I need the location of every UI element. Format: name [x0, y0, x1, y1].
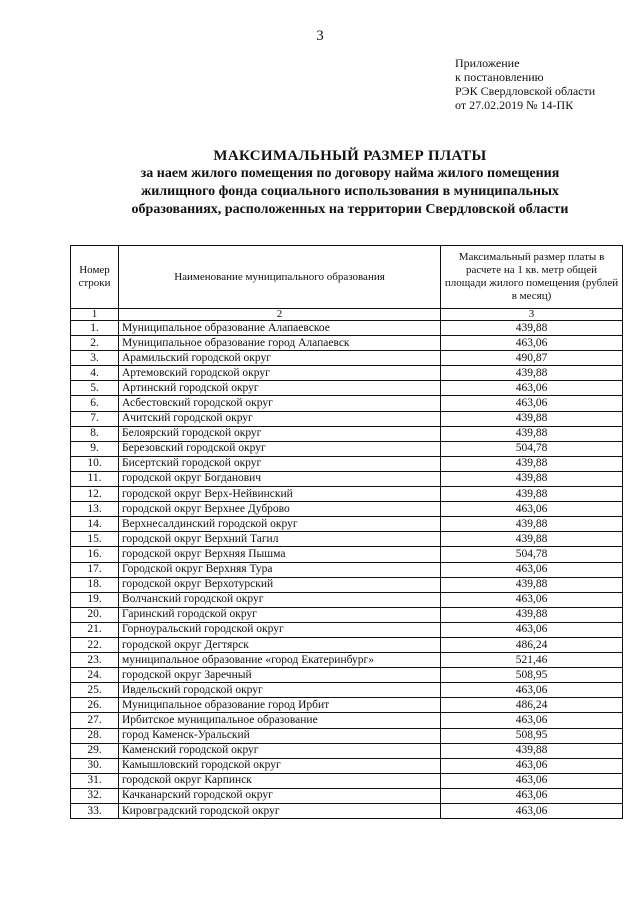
max-fee-value: 463,06 — [441, 622, 623, 637]
table-row — [71, 773, 623, 788]
municipality-name: Ирбитское муниципальное образование — [119, 713, 441, 728]
municipality-name: городской округ Верхняя Пышма — [119, 547, 441, 562]
municipality-name: городской округ Верхнее Дуброво — [119, 502, 441, 517]
title-line: за наем жилого помещения по договору найма жилого помещения — [140, 166, 560, 181]
row-number: 5. — [71, 381, 119, 396]
table-row — [71, 411, 623, 426]
appendix-line: Приложение — [455, 56, 520, 70]
row-number: 14. — [71, 517, 119, 532]
row-number: 6. — [71, 396, 119, 411]
municipality-name: Березовский городской округ — [119, 441, 441, 456]
municipality-name: Артинский городской округ — [119, 381, 441, 396]
row-number: 32. — [71, 788, 119, 803]
row-number: 23. — [71, 653, 119, 668]
max-fee-value: 463,06 — [441, 592, 623, 607]
municipality-name: городской округ Карпинск — [119, 773, 441, 788]
row-number: 11. — [71, 471, 119, 486]
table-row — [71, 456, 623, 471]
row-number: 26. — [71, 698, 119, 713]
max-fee-value: 463,06 — [441, 683, 623, 698]
municipality-name: Арамильский городской округ — [119, 351, 441, 366]
table-row — [71, 698, 623, 713]
table-row — [71, 366, 623, 381]
appendix-line: РЭК Свердловской области — [455, 84, 596, 98]
municipality-name: Верхнесалдинский городской округ — [119, 517, 441, 532]
max-fee-value: 463,06 — [441, 713, 623, 728]
max-fee-value: 463,06 — [441, 562, 623, 577]
table-row — [71, 426, 623, 441]
row-number: 1. — [71, 321, 119, 336]
table-row — [71, 728, 623, 743]
row-number: 29. — [71, 743, 119, 758]
table-row — [71, 788, 623, 803]
table-row — [71, 713, 623, 728]
municipality-name: муниципальное образование «город Екатеринбург» — [119, 653, 441, 668]
row-number: 33. — [71, 804, 119, 819]
row-number: 27. — [71, 713, 119, 728]
row-number: 25. — [71, 683, 119, 698]
row-number: 30. — [71, 758, 119, 773]
max-fee-value: 508,95 — [441, 668, 623, 683]
row-number: 12. — [71, 487, 119, 502]
column-number: 1 — [71, 309, 119, 321]
municipality-name: Бисертский городской округ — [119, 456, 441, 471]
municipality-name: Муниципальное образование Алапаевское — [119, 321, 441, 336]
max-fee-value: 439,88 — [441, 487, 623, 502]
max-fee-value: 490,87 — [441, 351, 623, 366]
max-fee-value: 439,88 — [441, 577, 623, 592]
table-row — [71, 336, 623, 351]
page-number: 3 — [316, 28, 324, 44]
title-line: образованиях, расположенных на территории Свердловской области — [131, 202, 569, 217]
row-number: 3. — [71, 351, 119, 366]
header-max-fee: Максимальный размер платы в расчете на 1 кв. метр общей площади жилого помещения (рублей в месяц) — [441, 246, 623, 309]
row-number: 16. — [71, 547, 119, 562]
municipality-name: городской округ Дегтярск — [119, 637, 441, 652]
max-fee-value: 508,95 — [441, 728, 623, 743]
max-fee-value: 439,88 — [441, 607, 623, 622]
municipality-name: Кировградский городской округ — [119, 804, 441, 819]
table-row — [71, 396, 623, 411]
table-row — [71, 668, 623, 683]
municipality-name: городской округ Богданович — [119, 471, 441, 486]
row-number: 31. — [71, 773, 119, 788]
max-fee-value: 439,88 — [441, 456, 623, 471]
max-fee-value: 463,06 — [441, 773, 623, 788]
header-row-number: Номер строки — [71, 246, 119, 309]
table-row — [71, 517, 623, 532]
max-fee-value: 463,06 — [441, 788, 623, 803]
table-row — [71, 441, 623, 456]
row-number: 18. — [71, 577, 119, 592]
municipality-name: городской округ Верхотурский — [119, 577, 441, 592]
row-number: 2. — [71, 336, 119, 351]
max-fee-value: 463,06 — [441, 758, 623, 773]
max-fee-value: 439,88 — [441, 321, 623, 336]
table-row — [71, 532, 623, 547]
max-fee-value: 504,78 — [441, 441, 623, 456]
row-number: 20. — [71, 607, 119, 622]
row-number: 28. — [71, 728, 119, 743]
table-row — [71, 637, 623, 652]
max-fee-value: 521,46 — [441, 653, 623, 668]
column-number: 2 — [119, 309, 441, 321]
municipality-name: Ивдельский городской округ — [119, 683, 441, 698]
appendix-note — [455, 56, 595, 112]
max-fee-value: 439,88 — [441, 366, 623, 381]
max-fee-value: 439,88 — [441, 426, 623, 441]
document-title — [60, 147, 640, 219]
max-fee-value: 463,06 — [441, 502, 623, 517]
row-number: 7. — [71, 411, 119, 426]
table-row — [71, 562, 623, 577]
municipality-name: городской округ Заречный — [119, 668, 441, 683]
title-main: МАКСИМАЛЬНЫЙ РАЗМЕР ПЛАТЫ — [213, 148, 487, 164]
table-row — [71, 622, 623, 637]
max-fee-value: 463,06 — [441, 381, 623, 396]
row-number: 19. — [71, 592, 119, 607]
municipality-name: Белоярский городской округ — [119, 426, 441, 441]
municipality-name: Ачитский городской округ — [119, 411, 441, 426]
rates-table — [70, 245, 623, 819]
municipality-name: городской округ Верх-Нейвинский — [119, 487, 441, 502]
row-number: 8. — [71, 426, 119, 441]
municipality-name: город Каменск-Уральский — [119, 728, 441, 743]
municipality-name: Волчанский городской округ — [119, 592, 441, 607]
table-row — [71, 351, 623, 366]
row-number: 17. — [71, 562, 119, 577]
table-row — [71, 592, 623, 607]
municipality-name: Асбестовский городской округ — [119, 396, 441, 411]
row-number: 22. — [71, 637, 119, 652]
row-number: 9. — [71, 441, 119, 456]
title-line: жилищного фонда социального использования в муниципальных — [141, 184, 559, 199]
table-row — [71, 683, 623, 698]
municipality-name: Гаринский городской округ — [119, 607, 441, 622]
max-fee-value: 439,88 — [441, 517, 623, 532]
row-number: 13. — [71, 502, 119, 517]
max-fee-value: 504,78 — [441, 547, 623, 562]
municipality-name: Камышловский городской округ — [119, 758, 441, 773]
table-row — [71, 547, 623, 562]
table-row — [71, 653, 623, 668]
row-number: 15. — [71, 532, 119, 547]
table-row — [71, 804, 623, 819]
max-fee-value: 486,24 — [441, 637, 623, 652]
max-fee-value: 463,06 — [441, 804, 623, 819]
row-number: 4. — [71, 366, 119, 381]
municipality-name: Муниципальное образование город Ирбит — [119, 698, 441, 713]
row-number: 10. — [71, 456, 119, 471]
municipality-name: Горноуральский городской округ — [119, 622, 441, 637]
column-number: 3 — [441, 309, 623, 321]
header-municipality: Наименование муниципального образования — [119, 246, 441, 309]
table-row — [71, 758, 623, 773]
appendix-line: к постановлению — [455, 70, 544, 84]
max-fee-value: 463,06 — [441, 336, 623, 351]
table-row — [71, 487, 623, 502]
max-fee-value: 439,88 — [441, 411, 623, 426]
municipality-name: Артемовский городской округ — [119, 366, 441, 381]
appendix-line: от 27.02.2019 № 14-ПК — [455, 98, 574, 112]
table-row — [71, 743, 623, 758]
table-row — [71, 471, 623, 486]
municipality-name: Муниципальное образование город Алапаевск — [119, 336, 441, 351]
row-number: 21. — [71, 622, 119, 637]
table-row — [71, 577, 623, 592]
table-row — [71, 321, 623, 336]
max-fee-value: 486,24 — [441, 698, 623, 713]
max-fee-value: 439,88 — [441, 532, 623, 547]
max-fee-value: 439,88 — [441, 743, 623, 758]
max-fee-value: 439,88 — [441, 471, 623, 486]
municipality-name: Городской округ Верхняя Тура — [119, 562, 441, 577]
table-row — [71, 607, 623, 622]
municipality-name: Каменский городской округ — [119, 743, 441, 758]
municipality-name: городской округ Верхний Тагил — [119, 532, 441, 547]
table-row — [71, 502, 623, 517]
table-body — [71, 321, 623, 819]
municipality-name: Качканарский городской округ — [119, 788, 441, 803]
max-fee-value: 463,06 — [441, 396, 623, 411]
table-row — [71, 381, 623, 396]
row-number: 24. — [71, 668, 119, 683]
